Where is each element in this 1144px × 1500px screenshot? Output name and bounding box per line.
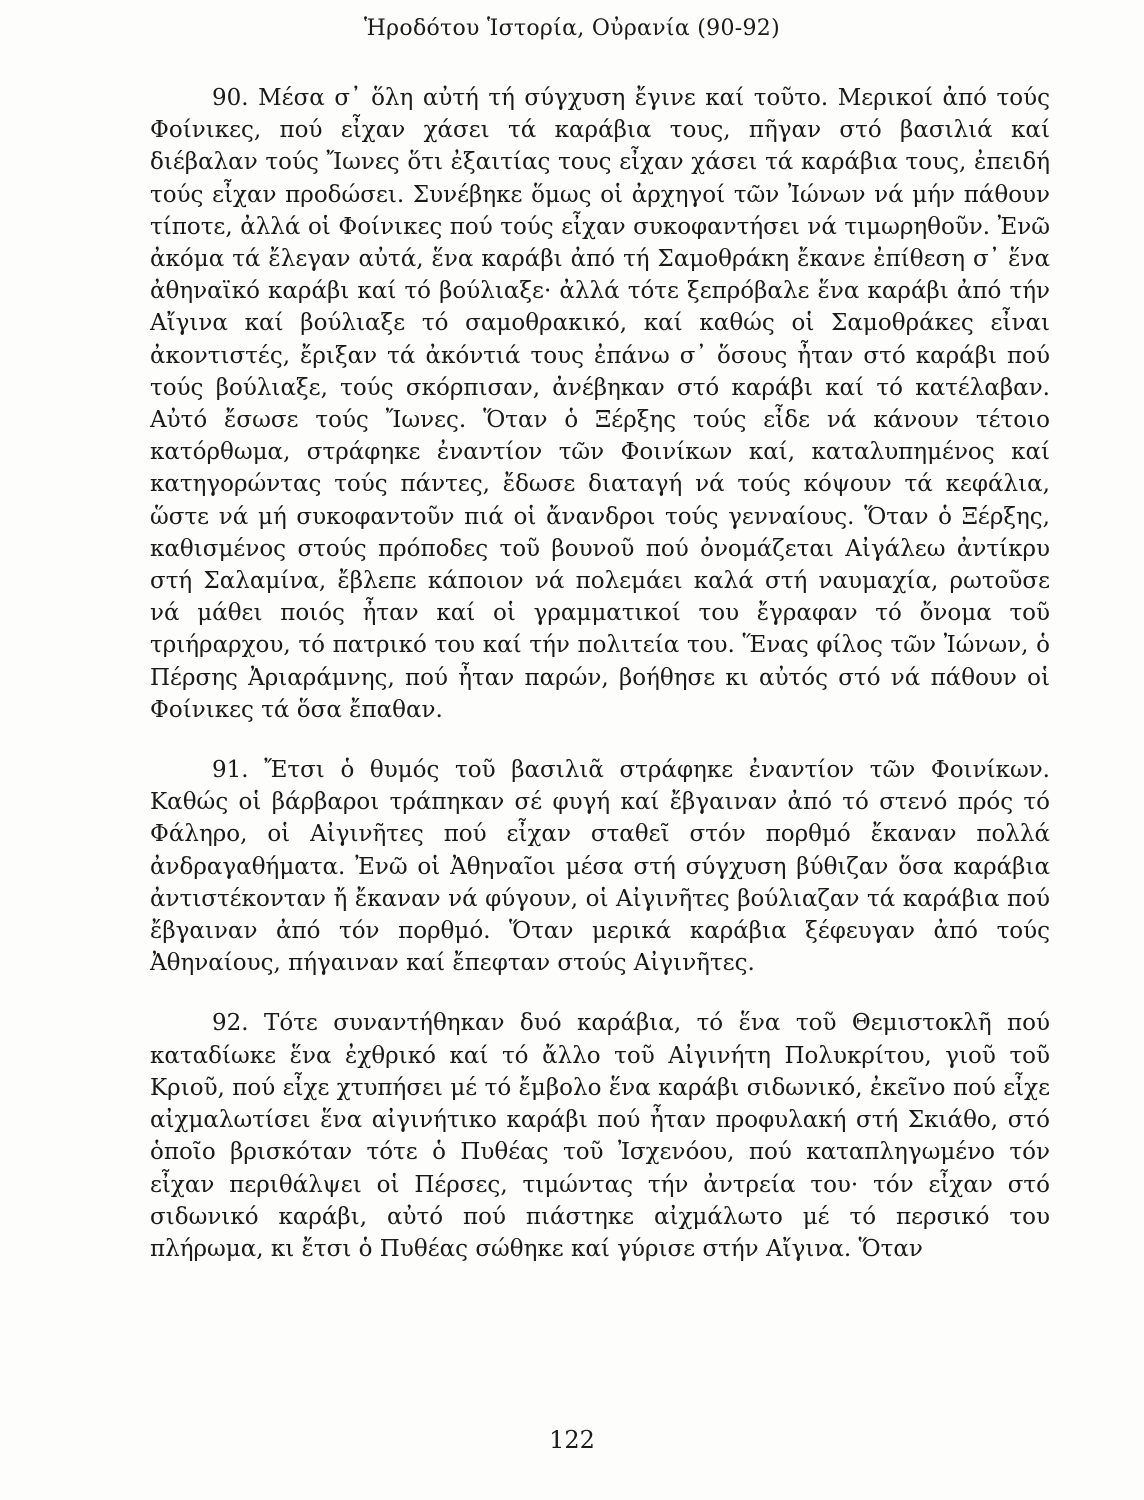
page-number: 122 (549, 1426, 595, 1454)
paragraph-91: 91. Ἔτσι ὁ θυμός τοῦ βασιλιᾶ στράφηκε ἐναντίον τῶν Φοινίκων. Καθώς οἱ βάρβαροι τράπηκαν σέ φυγή καί ἔβγαιναν ἀπό τό στενό πρός τό Φάληρο, οἱ Αἰγινῆτες πού εἶχαν σταθεῖ στόν πορθμό ἔκαναν πολλά ἀνδραγαθήματα. Ἐνῶ οἱ Ἀθηναῖοι μέσα στή σύγχυση βύθιζαν ὅσα καράβια ἀντιστέκονταν ἤ ἔκαναν νά φύγουν, οἱ Αἰγινῆτες βούλιαζαν τά καράβια πού ἔβγαιναν ἀπό τόν πορθμό. Ὅταν μερικά καράβια ξέφευγαν ἀπό τούς Ἀθηναίους, πήγαιναν καί ἔπεφταν στούς Αἰγινῆτες. (150, 757, 1050, 977)
running-header: Ἡροδότου Ἱστορία, Οὐρανία (90-92) (364, 16, 780, 41)
body-text (150, 82, 1050, 1265)
paragraph-92: 92. Τότε συναντήθηκαν δυό καράβια, τό ἕνα τοῦ Θεμιστοκλῆ πού καταδίωκε ἕνα ἐχθρικό καί τό ἄλλο τοῦ Αἰγινήτη Πολυκρίτου, γιοῦ τοῦ Κριοῦ, πού εἶχε χτυπήσει μέ τό ἔμβολο ἕνα καράβι σιδωνικό, ἐκεῖνο πού εἶχε αἰχμαλωτίσει ἕνα αἰγινήτικο καράβι πού ἦταν προφυλακή στή Σκιάθο, στό ὁποῖο βρισκόταν τότε ὁ Πυθέας τοῦ Ἰσχενόου, πού καταπληγωμένο τόν εἶχαν περιθάλψει οἱ Πέρσες, τιμώντας τήν ἀντρεία του· τόν εἶχαν στό σιδωνικό καράβι, αὐτό πού πιάστηκε αἰχμάλωτο μέ τό περσικό του πλήρωμα, κι ἔτσι ὁ Πυθέας σώθηκε καί γύρισε στήν Αἴγινα. Ὅταν (150, 1010, 1050, 1262)
paragraph-90: 90. Μέσα σ᾽ ὅλη αὐτή τή σύγχυση ἔγινε καί τοῦτο. Μερικοί ἀπό τούς Φοίνικες, πού εἶχαν χάσει τά καράβια τους, πῆγαν στό βασιλιά καί διέβαλαν τούς Ἴωνες ὅτι ἐξαιτίας τους εἶχαν χάσει τά καράβια τους, ἐπειδή τούς εἶχαν προδώσει. Συνέβηκε ὅμως οἱ ἀρχηγοί τῶν Ἰώνων νά μήν πάθουν τίποτε, ἀλλά οἱ Φοίνικες πού τούς εἶχαν συκοφαντήσει νά τιμωρηθοῦν. Ἐνῶ ἀκόμα τά ἔλεγαν αὐτά, ἕνα καράβι ἀπό τή Σαμοθράκη ἔκανε ἐπίθεση σ᾽ ἕνα ἀθηναϊκό καράβι καί τό βούλιαξε· ἀλλά τότε ξεπρόβαλε ἕνα καράβι ἀπό τήν Αἴγινα καί βούλιαξε τό σαμοθρακικό, καί καθώς οἱ Σαμοθράκες εἶναι ἀκοντιστές, ἔριξαν τά ἀκόντιά τους ἐπάνω σ᾽ ὅσους ἦταν στό καράβι πού τούς βούλιαξε, τούς σκόρπισαν, ἀνέβηκαν στό καράβι καί τό κατέλαβαν. Αὐτό ἔσωσε τούς Ἴωνες. Ὅταν ὁ Ξέρξης τούς εἶδε νά κάνουν τέτοιο κατόρθωμα, στράφηκε ἐναντίον τῶν Φοινίκων καί, καταλυπημένος καί κατηγορώντας τούς πάντες, ἔδωσε διαταγή νά τούς κόψουν τά κεφάλια, ὥστε νά μή συκοφαντοῦν πιά οἱ ἄνανδροι τούς γενναίους. Ὅταν ὁ Ξέρξης, καθισμένος στούς πρόποδες τοῦ βουνοῦ πού ὀνομάζεται Αἰγάλεω ἀντίκρυ στή Σαλαμίνα, ἔβλεπε κάποιον νά πολεμάει καλά στή ναυμαχία, ρωτοῦσε νά μάθει ποιός ἦταν καί οἱ γραμματικοί του ἔγραφαν τό ὄνομα τοῦ τριήραρχου, τό πατρικό του καί τήν πολιτεία του. Ἕνας φίλος τῶν Ἰώνων, ὁ Πέρσης Ἀριαράμνης, πού ἦταν παρών, βοήθησε κι αὐτός στό νά πάθουν οἱ Φοίνικες τά ὅσα ἔπαθαν. (150, 85, 1050, 723)
